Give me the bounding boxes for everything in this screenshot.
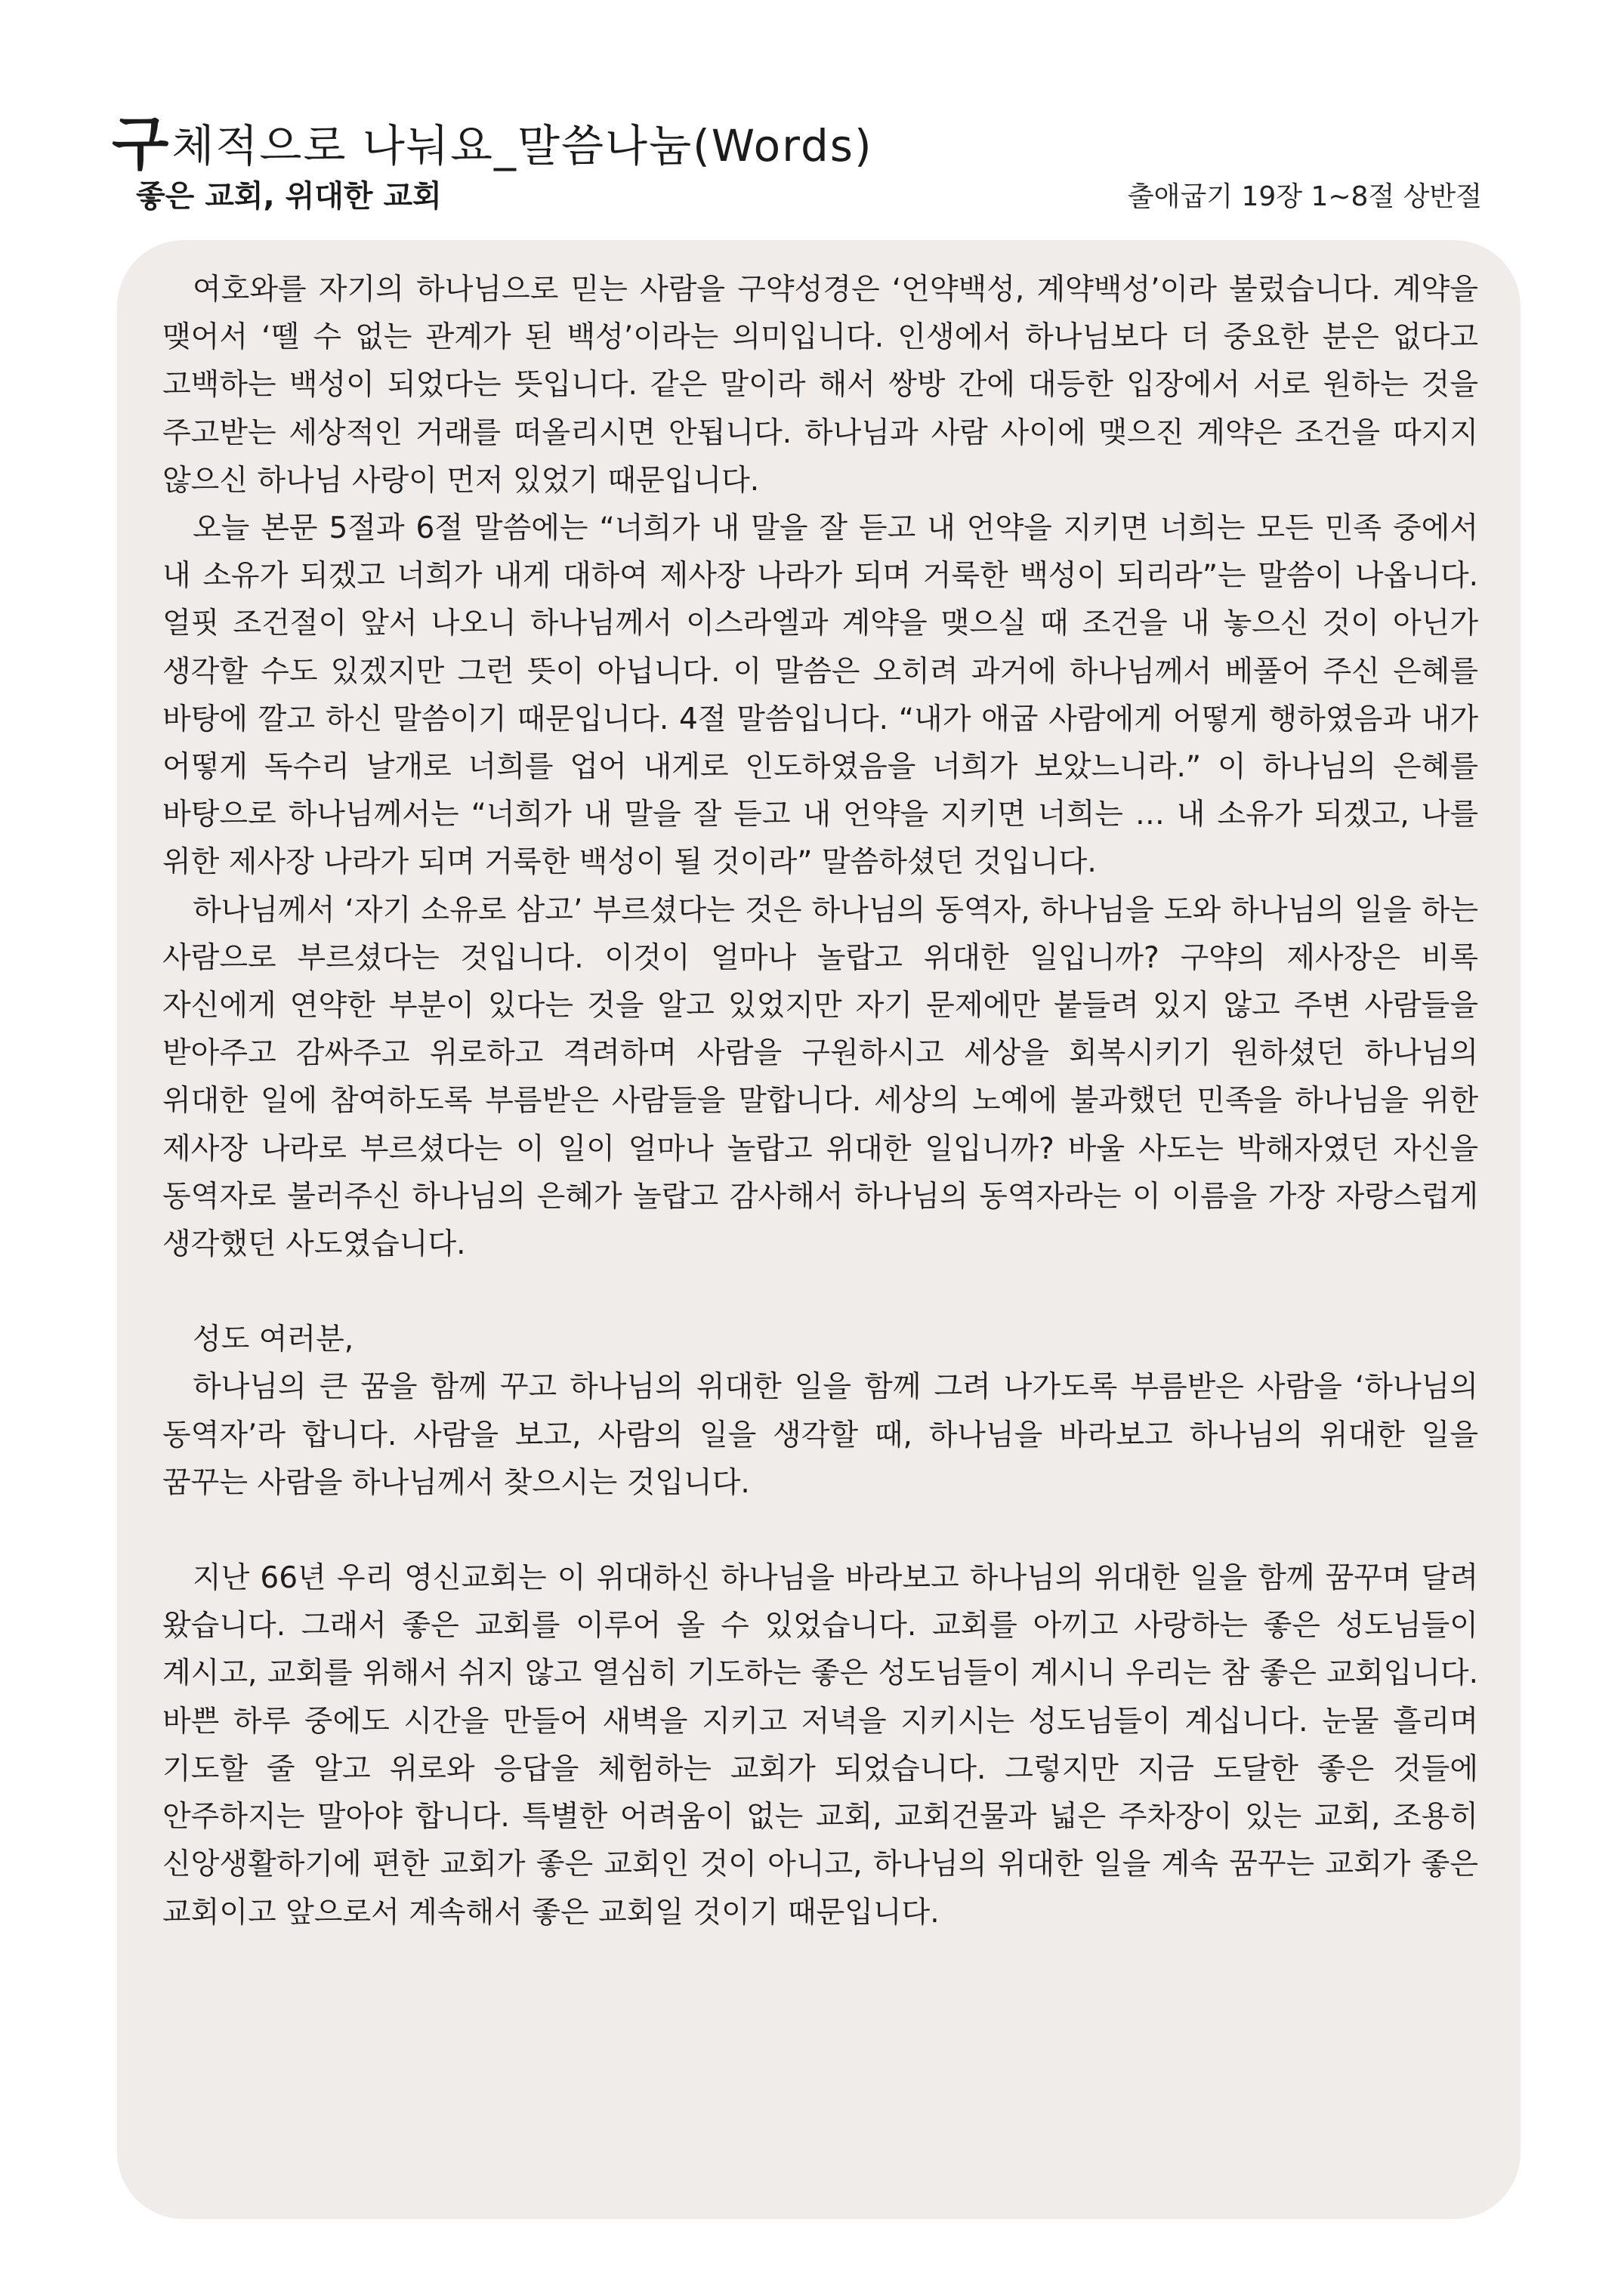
paragraph-6: 지난 66년 우리 영신교회는 이 위대하신 하나님을 바라보고 하나님의 위대한 일을 함께 꿈꾸며 달려 왔습니다. 그래서 좋은 교회를 이루어 올 수 있었습니다. 교회를 아끼고 사랑하는 좋은 성도님들이 계시고, 교회를 위해서 쉬지 않고 열심히 기도하는 좋은 성도님들이 계시니 우리는 참 좋은 교회입니다. 바쁜 하루 중에도 시간을 만들어 새벽을 지키고 저녁을 지키시는 성도님들이 계십니다. 눈물 흘리며 기도할 줄 알고 위로와 응답을 체험하는 교회가 되었습니다. 그렇지만 지금 도달한 좋은 것들에 안주하지는 말아야 합니다. 특별한 어려움이 없는 교회, 교회건물과 넓은 주차장이 있는 교회, 조용히 신앙생활하기에 편한 교회가 좋은 교회인 것이 아니고, 하나님의 위대한 일을 계속 꿈꾸는 교회가 좋은 교회이고 앞으로서 계속해서 좋은 교회일 것이기 때문입니다. [162,1561,1478,1930]
paragraph-3: 하나님께서 ‘자기 소유로 삼고’ 부르셨다는 것은 하나님의 동역자, 하나님을 도와 하나님의 일을 하는 사람으로 부르셨다는 것입니다. 이것이 얼마나 놀랍고 위대한 일입니까? 구약의 제사장은 비록 자신에게 연약한 부분이 있다는 것을 알고 있었지만 자기 문제에만 붙들려 있지 않고 주변 사람들을 받아주고 감싸주고 위로하고 격려하며 사람을 구원하시고 세상을 회복시키기 원하셨던 하나님의 위대한 일에 참여하도록 부름받은 사람들을 말합니다. 세상의 노예에 불과했던 민족을 하나님을 위한 제사장 나라로 부르셨다는 이 일이 얼마나 놀랍고 위대한 일입니까? 바울 사도는 박해자였던 자신을 동역자로 불러주신 하나님의 은혜가 놀랍고 감사해서 하나님의 동역자라는 이 이름을 가장 자랑스럽게 생각했던 사도였습니다. [162,893,1478,1262]
section-title-rest: 체적으로 나눠요_말씀나눔(Words) [171,120,873,171]
sermon-title: 좋은 교회, 위대한 교회 [136,179,442,214]
paragraph-5: 하나님의 큰 꿈을 함께 꾸고 하나님의 위대한 일을 함께 그려 나가도록 부름받은 사람을 ‘하나님의 동역자’라 합니다. 사람을 보고, 사람의 일을 생각할 때, 하나님을 바라보고 하나님의 위대한 일을 꿈꾸는 사람을 하나님께서 찾으시는 것입니다. [162,1370,1478,1500]
paragraph-spacer [162,1268,1478,1316]
sermon-content-box [117,240,1521,2219]
page-header [0,0,1624,227]
paragraph-greeting: 성도 여러분, [193,1322,354,1357]
paragraph-spacer [162,1507,1478,1554]
paragraph-1: 여호와를 자기의 하나님으로 믿는 사람을 구약성경은 ‘언약백성, 계약백성’이라 불렀습니다. 계약을 맺어서 ‘뗄 수 없는 관계가 된 백성’이라는 의미입니다. 인생에서 하나님보다 더 중요한 분은 없다고 고백하는 백성이 되었다는 뜻입니다. 같은 말이라 해서 쌍방 간에 대등한 입장에서 서로 원하는 것을 주고받는 세상적인 거래를 떠올리시면 안됩니다. 하나님과 사람 사이에 맺으진 계약은 조건을 따지지 않으신 하나님 사랑이 먼저 있었기 때문입니다. [162,273,1478,498]
paragraph-2: 오늘 본문 5절과 6절 말씀에는 “너희가 내 말을 잘 듣고 내 언약을 지키면 너희는 모든 민족 중에서 내 소유가 되겠고 너희가 내게 대하여 제사장 나라가 되며 거룩한 백성이 되리라”는 말씀이 나옵니다. 얼핏 조건절이 앞서 나오니 하나님께서 이스라엘과 계약을 맺으실 때 조건을 내 놓으신 것이 아닌가 생각할 수도 있겠지만 그런 뜻이 아닙니다. 이 말씀은 오히려 과거에 하나님께서 베풀어 주신 은혜를 바탕에 깔고 하신 말씀이기 때문입니다. 4절 말씀입니다. “내가 애굽 사람에게 어떻게 행하였음과 내가 어떻게 독수리 날개로 너희를 업어 내게로 인도하였음을 너희가 보았느니라.” 이 하나님의 은혜를 바탕으로 하나님께서는 “너희가 내 말을 잘 듣고 내 언약을 지키면 너희는 … 내 소유가 되겠고, 나를 위한 제사장 나라가 되며 거룩한 백성이 될 것이라” 말씀하셨던 것입니다. [162,511,1478,880]
section-title [112,97,873,181]
scripture-reference: 출애굽기 19장 1~8절 상반절 [1127,181,1482,212]
section-title-initial: 구 [112,110,171,178]
